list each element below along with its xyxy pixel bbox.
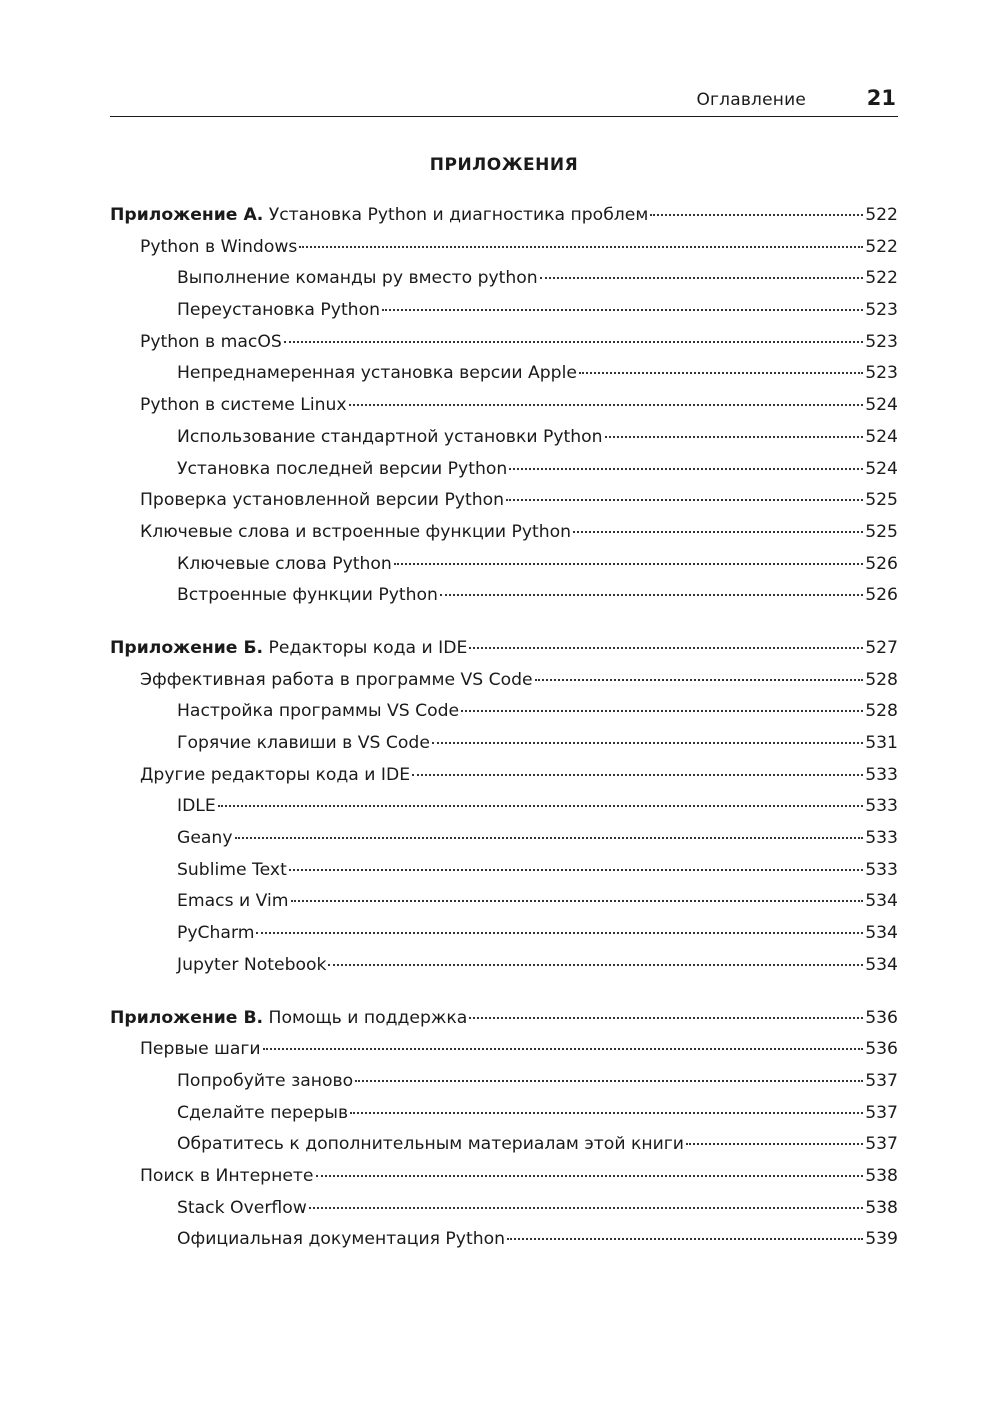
toc-entry[interactable]: [110, 950, 898, 982]
toc-page-number: 525: [865, 521, 898, 542]
toc-entry[interactable]: [110, 549, 898, 581]
toc-page-number: 527: [865, 637, 898, 658]
toc-entry-text: Другие редакторы кода и IDE: [140, 764, 411, 785]
toc-entry-text: Эффективная работа в программе VS Code: [140, 669, 533, 690]
toc-entry-text: Попробуйте заново: [177, 1070, 354, 1091]
toc-page-number: 537: [865, 1070, 898, 1091]
toc-page-number: 524: [865, 395, 898, 416]
dot-leader: [235, 836, 864, 839]
toc-entry-text: Python в Windows: [140, 236, 298, 257]
toc-page-number: 523: [865, 331, 898, 352]
toc-page-number: 524: [865, 458, 898, 479]
toc-entry-title: [177, 950, 326, 982]
toc-entry[interactable]: [110, 454, 898, 486]
dot-leader: [355, 1079, 863, 1082]
toc-entry[interactable]: [110, 855, 898, 887]
toc-entry[interactable]: [110, 390, 898, 422]
toc-page-number: 534: [865, 891, 898, 912]
dot-leader: [432, 741, 863, 744]
toc-entry-text: Настройка программы VS Code: [177, 701, 460, 722]
toc-page-number: 538: [865, 1165, 898, 1186]
toc-entry-title: [140, 485, 504, 517]
toc-entry-title: [177, 454, 507, 486]
toc-entry-title: [177, 823, 233, 855]
toc-entry-title: [110, 200, 648, 232]
toc-entry-text: IDLE: [177, 796, 216, 817]
toc-appendix-prefix: Приложение Б.: [110, 637, 264, 658]
toc-entry-text: Поиск в Интернете: [140, 1165, 314, 1186]
dot-leader: [349, 403, 864, 406]
toc-entry-title: [177, 263, 538, 295]
dot-leader: [382, 308, 863, 311]
toc-entry[interactable]: [110, 422, 898, 454]
toc-page-number: 522: [865, 268, 898, 289]
dot-leader: [540, 276, 864, 279]
toc-entry[interactable]: [110, 823, 898, 855]
toc-entry[interactable]: [110, 1129, 898, 1161]
toc-entry[interactable]: [110, 580, 898, 612]
dot-leader: [218, 804, 863, 807]
toc-page-number: 534: [865, 954, 898, 975]
toc-entry-title: [177, 1129, 684, 1161]
toc-entry-title: [110, 633, 467, 665]
toc-entry-text: Сделайте перерыв: [177, 1102, 349, 1123]
toc-entry-title: [140, 665, 533, 697]
toc-group: [110, 200, 898, 612]
toc-entry-text: Stack Overflow: [177, 1197, 307, 1218]
toc-entry[interactable]: [110, 1161, 898, 1193]
dot-leader: [309, 1206, 863, 1209]
toc-page-number: 528: [865, 701, 898, 722]
toc-entry-text: PyCharm: [177, 923, 255, 944]
header-page-number: 21: [866, 86, 896, 110]
toc-entry-text: Выполнение команды py вместо python: [177, 268, 538, 289]
dot-leader: [605, 435, 864, 438]
toc-entry[interactable]: [110, 358, 898, 390]
toc-entry-text: Jupyter Notebook: [177, 954, 327, 975]
toc-appendix-entry[interactable]: [110, 200, 898, 232]
dot-leader: [686, 1142, 863, 1145]
toc-entry[interactable]: [110, 918, 898, 950]
toc-entry[interactable]: [110, 295, 898, 327]
toc-group: [110, 1003, 898, 1257]
toc-entry[interactable]: [110, 728, 898, 760]
dot-leader: [461, 709, 863, 712]
toc-entry[interactable]: [110, 1193, 898, 1225]
dot-leader: [440, 593, 863, 596]
header-label: Оглавление: [696, 90, 806, 110]
toc-entry-title: [177, 1066, 353, 1098]
toc-page-number: 523: [865, 363, 898, 384]
dot-leader: [535, 678, 864, 681]
toc-entry-text: Установка Python и диагностика проблем: [268, 205, 649, 225]
toc-entry-text: Помощь и поддержка: [268, 1007, 468, 1028]
toc-entry[interactable]: [110, 517, 898, 549]
toc-entry[interactable]: [110, 232, 898, 264]
dot-leader: [469, 1016, 863, 1019]
toc-page-number: 522: [865, 236, 898, 257]
toc-entry[interactable]: [110, 791, 898, 823]
toc-appendix-entry[interactable]: [110, 633, 898, 665]
toc-entry-text: Ключевые слова и встроенные функции Python: [140, 521, 572, 542]
dot-leader: [394, 562, 863, 565]
dot-leader: [506, 498, 863, 501]
dot-leader: [316, 1174, 864, 1177]
toc-entry[interactable]: [110, 327, 898, 359]
toc-entry-text: Редакторы кода и IDE: [268, 637, 468, 658]
toc-entry-text: Sublime Text: [177, 859, 287, 880]
toc-entry-title: [177, 1098, 348, 1130]
dot-leader: [256, 931, 863, 934]
dot-leader: [579, 371, 863, 374]
dot-leader: [291, 899, 864, 902]
dot-leader: [284, 340, 863, 343]
toc-entry-text: Официальная документация Python: [177, 1229, 506, 1250]
toc-entry-title: [140, 390, 347, 422]
dot-leader: [507, 1237, 863, 1240]
toc-page-number: 526: [865, 553, 898, 574]
toc-page-number: 531: [865, 733, 898, 753]
toc-entry-text: Первые шаги: [140, 1039, 261, 1060]
toc-page-number: 536: [865, 1007, 898, 1028]
toc-entry-text: Python в macOS: [140, 331, 282, 352]
dot-leader: [509, 467, 863, 470]
toc-entry-text: Python в системе Linux: [140, 395, 347, 416]
toc-entry-text: Emacs и Vim: [177, 891, 289, 912]
section-title: ПРИЛОЖЕНИЯ: [429, 155, 579, 175]
toc-entry[interactable]: [110, 485, 898, 517]
toc-entry-title: [140, 232, 297, 264]
toc-entry-title: [177, 580, 438, 612]
toc-page-number: 537: [865, 1102, 898, 1123]
toc-entry-title: [140, 1161, 314, 1193]
toc-appendix-prefix: Приложение А.: [110, 205, 264, 225]
toc-page-number: 533: [865, 796, 898, 817]
toc-entry-title: [177, 422, 603, 454]
toc-entry-text: Горячие клавиши в VS Code: [177, 733, 430, 753]
dot-leader: [289, 868, 863, 871]
toc-entry-title: [177, 791, 216, 823]
toc-entry-title: [140, 1034, 261, 1066]
dot-leader: [650, 213, 863, 216]
toc-page-number: 534: [865, 923, 898, 944]
toc-page-number: 539: [865, 1229, 898, 1250]
toc-page-number: 525: [865, 490, 898, 511]
toc-entry-title: [177, 1193, 307, 1225]
toc-entry[interactable]: [110, 1098, 898, 1130]
toc-entry-text: Переустановка Python: [177, 300, 380, 321]
toc-page-number: 528: [865, 669, 898, 690]
toc-entry-text: Проверка установленной версии Python: [140, 490, 505, 511]
dot-leader: [350, 1111, 863, 1114]
toc-entry-title: [110, 1003, 467, 1035]
toc-entry-text: Встроенные функции Python: [177, 585, 438, 606]
dot-leader: [263, 1047, 864, 1050]
toc-page-number: 524: [865, 426, 898, 447]
toc-entry-title: [177, 358, 577, 390]
toc-entry-title: [177, 886, 289, 918]
toc-entry-title: [177, 918, 254, 950]
toc-entry-title: [140, 517, 571, 549]
toc-entry-title: [177, 549, 392, 581]
toc-entry-title: [177, 728, 430, 760]
toc-entry-text: Обратитесь к дополнительным материалам этой книги: [177, 1134, 684, 1155]
toc-appendix-entry[interactable]: [110, 1003, 898, 1035]
toc-entry-title: [177, 696, 459, 728]
toc-entry-text: Использование стандартной установки Python: [177, 426, 603, 447]
toc-entry-title: [177, 855, 287, 887]
toc-entry[interactable]: [110, 1224, 898, 1256]
toc-page-number: 537: [865, 1134, 898, 1155]
toc-entry-title: [177, 1224, 505, 1256]
toc-group: [110, 633, 898, 982]
toc-entry[interactable]: [110, 1034, 898, 1066]
toc-entry[interactable]: [110, 696, 898, 728]
dot-leader: [573, 530, 863, 533]
toc-entry[interactable]: [110, 1066, 898, 1098]
toc-entry-text: Ключевые слова Python: [177, 553, 392, 574]
toc-page-number: 526: [865, 585, 898, 606]
toc-appendix-prefix: Приложение В.: [110, 1007, 264, 1028]
dot-leader: [299, 245, 863, 248]
toc-page-number: 523: [865, 300, 898, 321]
toc-entry[interactable]: [110, 760, 898, 792]
dot-leader: [469, 646, 863, 649]
toc-entry-text: Непреднамеренная установка версии Apple: [177, 363, 577, 384]
toc-entry[interactable]: [110, 263, 898, 295]
toc-page-number: 538: [865, 1197, 898, 1218]
toc-entry-text: Установка последней версии Python: [177, 458, 508, 479]
toc-entry-title: [177, 295, 380, 327]
running-header: [110, 86, 898, 117]
table-of-contents: [110, 200, 898, 1277]
toc-page-number: 533: [865, 828, 898, 849]
dot-leader: [412, 773, 863, 776]
toc-page-number: 533: [865, 764, 898, 785]
toc-entry-title: [140, 760, 410, 792]
toc-entry-text: Geany: [177, 828, 233, 849]
toc-page-number: 522: [865, 205, 898, 225]
toc-entry[interactable]: [110, 886, 898, 918]
toc-entry[interactable]: [110, 665, 898, 697]
toc-page-number: 536: [865, 1039, 898, 1060]
toc-page-number: 533: [865, 859, 898, 880]
toc-entry-title: [140, 327, 282, 359]
dot-leader: [328, 963, 863, 966]
